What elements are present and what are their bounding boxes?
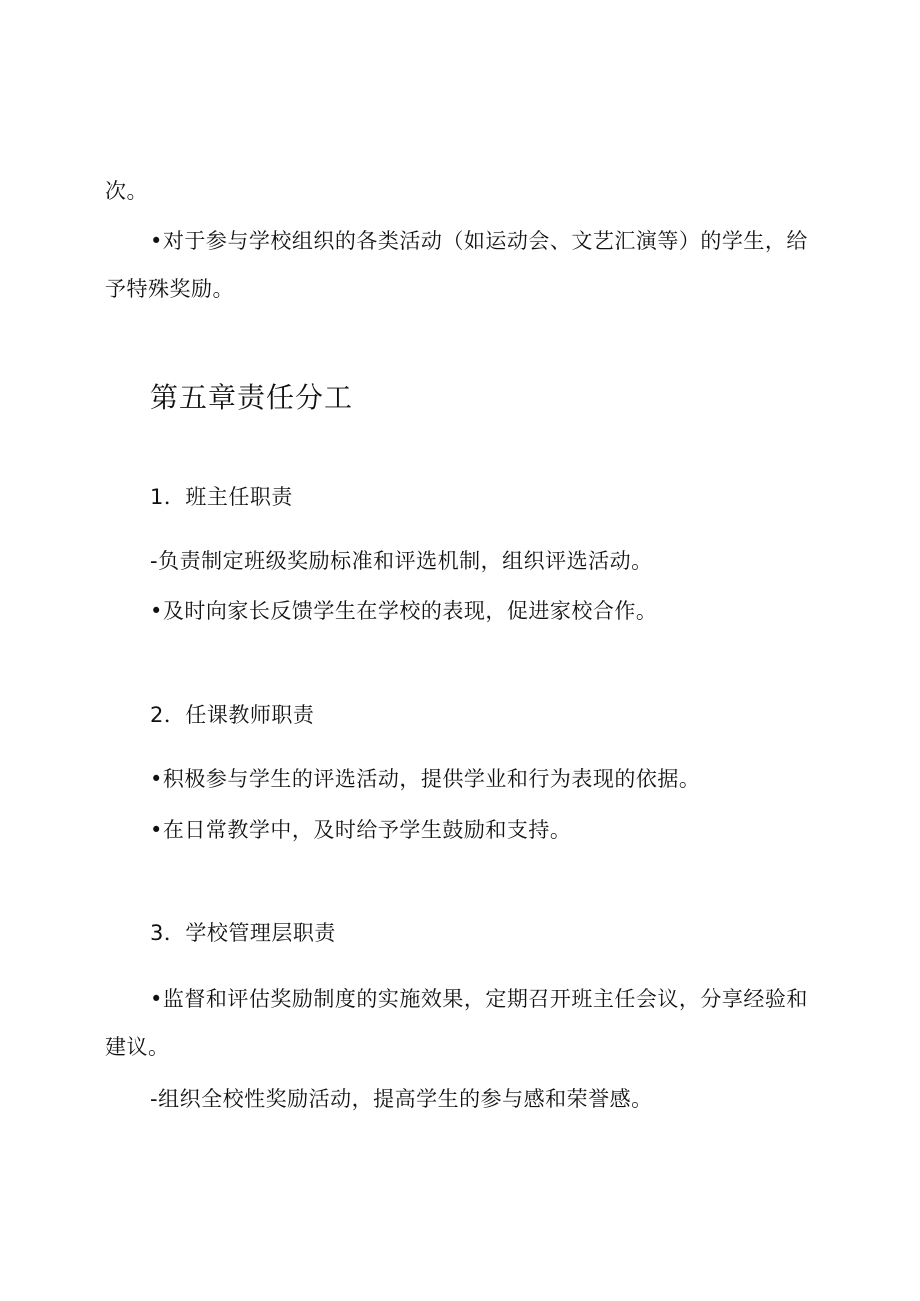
chapter-title: 第五章责任分工 <box>150 381 354 414</box>
list-item-continuation: 建议。 <box>105 1035 170 1059</box>
list-item: -组织全校性奖励活动，提高学生的参与感和荣誉感。 <box>150 1087 653 1111</box>
continuation-text: 次。 <box>105 179 148 203</box>
list-item: •监督和评估奖励制度的实施效果，定期召开班主任会议，分享经验和 <box>150 987 808 1011</box>
paragraph-line: 予特殊奖励。 <box>105 277 234 301</box>
list-item: -负责制定班级奖励标准和评选机制，组织评选活动。 <box>150 549 653 573</box>
section-heading-3: 3．学校管理层职责 <box>150 921 336 945</box>
section-heading-1: 1．班主任职责 <box>150 485 293 509</box>
list-item: •在日常教学中，及时给予学生鼓励和支持。 <box>150 818 572 842</box>
list-item: •积极参与学生的评选活动，提供学业和行为表现的依据。 <box>150 767 701 791</box>
section-heading-2: 2．任课教师职责 <box>150 703 315 727</box>
paragraph-line: •对于参与学校组织的各类活动（如运动会、文艺汇演等）的学生，给 <box>150 229 808 253</box>
list-item: •及时向家长反馈学生在学校的表现，促进家校合作。 <box>150 599 658 623</box>
